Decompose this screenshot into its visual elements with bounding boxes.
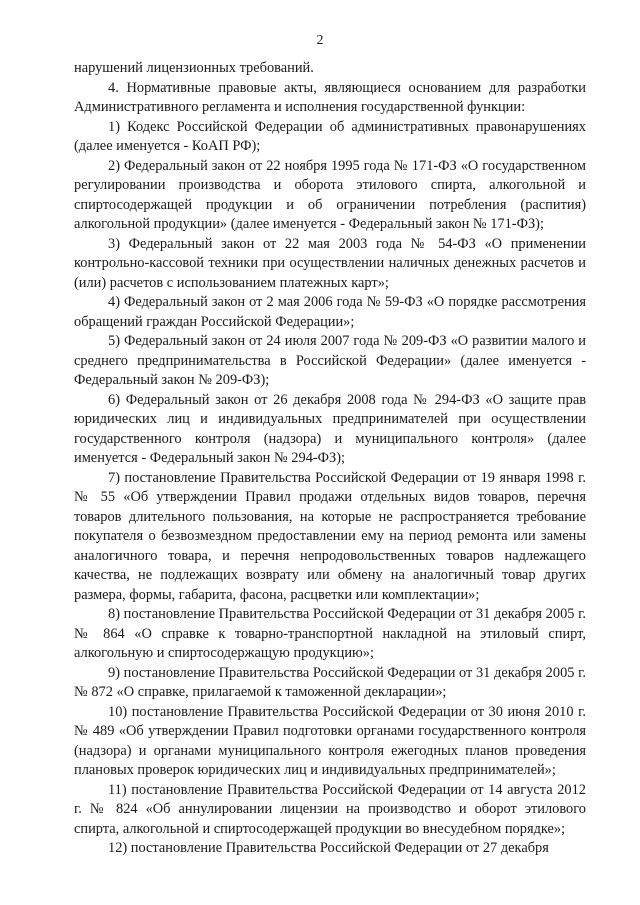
paragraph-continuation: нарушений лицензионных требований. [74, 60, 314, 76]
list-item-5: 5) Федеральный закон от 24 июля 2007 года № 209-ФЗ «О развитии малого и среднего предпринимательства в Российской Федерации» (далее именуется - Федеральный закон № 209-ФЗ); [74, 333, 586, 388]
list-item-9: 9) постановление Правительства Российской Федерации от 31 декабря 2005 г. № 872 «О справке, прилагаемой к таможенной декларации»; [74, 664, 586, 700]
document-body [74, 59, 586, 859]
list-item-7: 7) постановление Правительства Российской Федерации от 19 января 1998 г. № 55 «Об утверждении Правил продажи отдельных видов товаров, перечня товаров длительного пользования, на которые не распространяется требование покупателя о безвозмездном предоставлении ему на период ремонта или замены аналогичного товара, и перечня непродовольственных товаров надлежащего качества, не подлежащих возврату или обмену на аналогичный товар других размера, формы, габарита, фасона, расцветки или комплектации»; [74, 469, 586, 603]
paragraph-section-4-heading: 4. Нормативные правовые акты, являющиеся основанием для разработки Административного регламента и исполнения государственной функции: [74, 79, 586, 115]
list-item-1: 1) Кодекс Российской Федерации об административных правонарушениях (далее именуется - КоАП РФ); [74, 118, 586, 154]
list-item-4: 4) Федеральный закон от 2 мая 2006 года № 59-ФЗ «О порядке рассмотрения обращений граждан Российской Федерации»; [74, 294, 586, 330]
list-item-6: 6) Федеральный закон от 26 декабря 2008 года № 294-ФЗ «О защите прав юридических лиц и индивидуальных предпринимателей при осуществлении государственного контроля (надзора) и муниципального контроля» (далее именуется - Федеральный закон № 294-ФЗ); [74, 391, 586, 466]
list-item-12: 12) постановление Правительства Российской Федерации от 27 декабря [108, 840, 549, 856]
list-item-2: 2) Федеральный закон от 22 ноября 1995 года № 171-ФЗ «О государственном регулировании производства и оборота этилового спирта, алкогольной и спиртосодержащей продукции и об ограничении потребления (распития) алкогольной продукции» (далее именуется - Федеральный закон № 171-ФЗ); [74, 157, 586, 232]
list-item-3: 3) Федеральный закон от 22 мая 2003 года № 54-ФЗ «О применении контрольно-кассовой техники при осуществлении наличных денежных расчетов и (или) расчетов с использованием платежных карт»; [74, 235, 586, 291]
list-item-11: 11) постановление Правительства Российской Федерации от 14 августа 2012 г. № 824 «Об аннулировании лицензии на производство и оборот этилового спирта, алкогольной и спиртосодержащей продукции во внесудебном порядке»; [74, 781, 586, 837]
list-item-8: 8) постановление Правительства Российской Федерации от 31 декабря 2005 г. № 864 «О справке к товарно-транспортной накладной на этиловый спирт, алкогольную и спиртосодержащую продукцию»; [74, 606, 586, 661]
page-number: 2 [316, 33, 324, 48]
list-item-10: 10) постановление Правительства Российской Федерации от 30 июня 2010 г. № 489 «Об утверждении Правил подготовки органами государственного контроля (надзора) и органами муниципального контроля ежегодных планов проведения плановых проверок юридических лиц и индивидуальных предпринимателей»; [74, 703, 586, 778]
